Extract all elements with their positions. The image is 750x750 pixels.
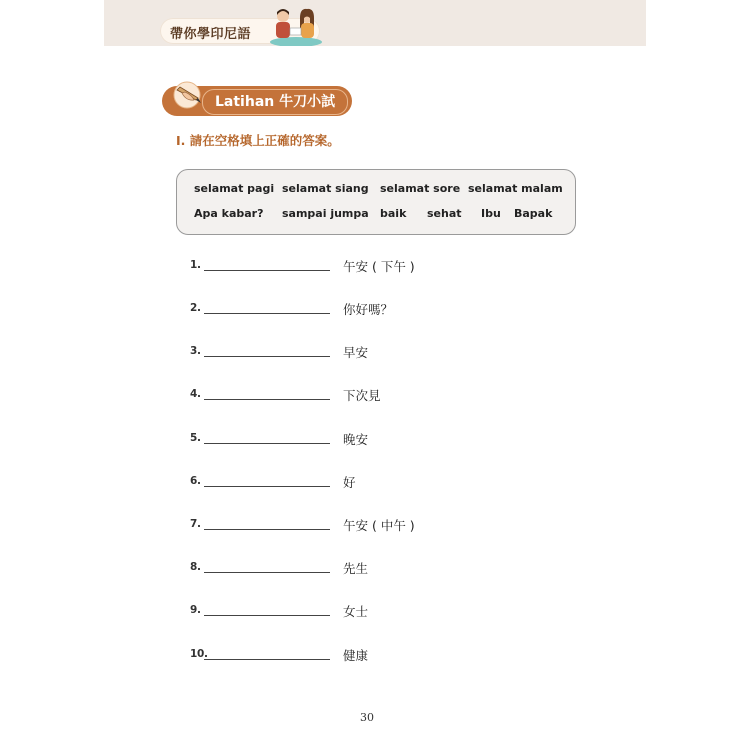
word-bank-item: sampai jumpa bbox=[282, 207, 369, 220]
section-title: Latihan 牛刀小試 bbox=[215, 94, 336, 110]
word-bank-item: baik bbox=[380, 207, 407, 220]
answer-blank[interactable] bbox=[204, 615, 330, 616]
answer-blank[interactable] bbox=[204, 443, 330, 444]
word-bank-item: Bapak bbox=[514, 207, 553, 220]
question-number: 5. bbox=[190, 432, 201, 444]
question-row bbox=[190, 388, 490, 408]
question-row bbox=[190, 432, 490, 452]
answer-blank[interactable] bbox=[204, 356, 330, 357]
instruction-text: I. 請在空格填上正確的答案。 bbox=[176, 133, 340, 148]
question-number: 2. bbox=[190, 302, 201, 314]
question-text: 女士 bbox=[343, 604, 369, 619]
question-number: 7. bbox=[190, 518, 201, 530]
question-text: 先生 bbox=[343, 561, 369, 576]
word-bank-item: Apa kabar? bbox=[194, 207, 264, 220]
word-bank-item: selamat sore bbox=[380, 182, 461, 195]
question-number: 3. bbox=[190, 345, 201, 357]
question-text: 晚安 bbox=[343, 432, 369, 447]
question-number: 10. bbox=[190, 648, 208, 660]
question-row bbox=[190, 604, 490, 624]
page-number: 30 bbox=[360, 711, 374, 724]
word-bank-item: selamat siang bbox=[282, 182, 369, 195]
question-number: 1. bbox=[190, 259, 201, 271]
answer-blank[interactable] bbox=[204, 659, 330, 660]
header-title: 帶你學印尼語 bbox=[170, 27, 252, 42]
question-row bbox=[190, 475, 490, 495]
question-row bbox=[190, 561, 490, 581]
word-bank-box bbox=[176, 169, 576, 235]
question-row bbox=[190, 518, 490, 538]
word-bank-item: selamat pagi bbox=[194, 182, 275, 195]
answer-blank[interactable] bbox=[204, 399, 330, 400]
question-text: 健康 bbox=[343, 648, 369, 663]
answer-blank[interactable] bbox=[204, 572, 330, 573]
answer-blank[interactable] bbox=[204, 529, 330, 530]
answer-blank[interactable] bbox=[204, 486, 330, 487]
question-row bbox=[190, 259, 490, 279]
couple-illustration-icon bbox=[268, 6, 324, 46]
answer-blank[interactable] bbox=[204, 313, 330, 314]
question-number: 8. bbox=[190, 561, 201, 573]
question-number: 9. bbox=[190, 604, 201, 616]
question-text: 午安 ( 中午 ) bbox=[343, 518, 415, 533]
word-bank-item: sehat bbox=[427, 207, 462, 220]
word-bank-item: Ibu bbox=[481, 207, 501, 220]
question-row bbox=[190, 648, 490, 668]
question-text: 你好嗎？ bbox=[343, 302, 394, 317]
question-text: 下次見 bbox=[343, 388, 381, 403]
question-number: 4. bbox=[190, 388, 201, 400]
question-row bbox=[190, 345, 490, 365]
question-row bbox=[190, 302, 490, 322]
question-text: 好 bbox=[343, 475, 356, 490]
question-text: 早安 bbox=[343, 345, 369, 360]
question-text: 午安 ( 下午 ) bbox=[343, 259, 415, 274]
question-number: 6. bbox=[190, 475, 201, 487]
word-bank-item: selamat malam bbox=[468, 182, 563, 195]
answer-blank[interactable] bbox=[204, 270, 330, 271]
pencil-hand-icon bbox=[172, 78, 206, 112]
